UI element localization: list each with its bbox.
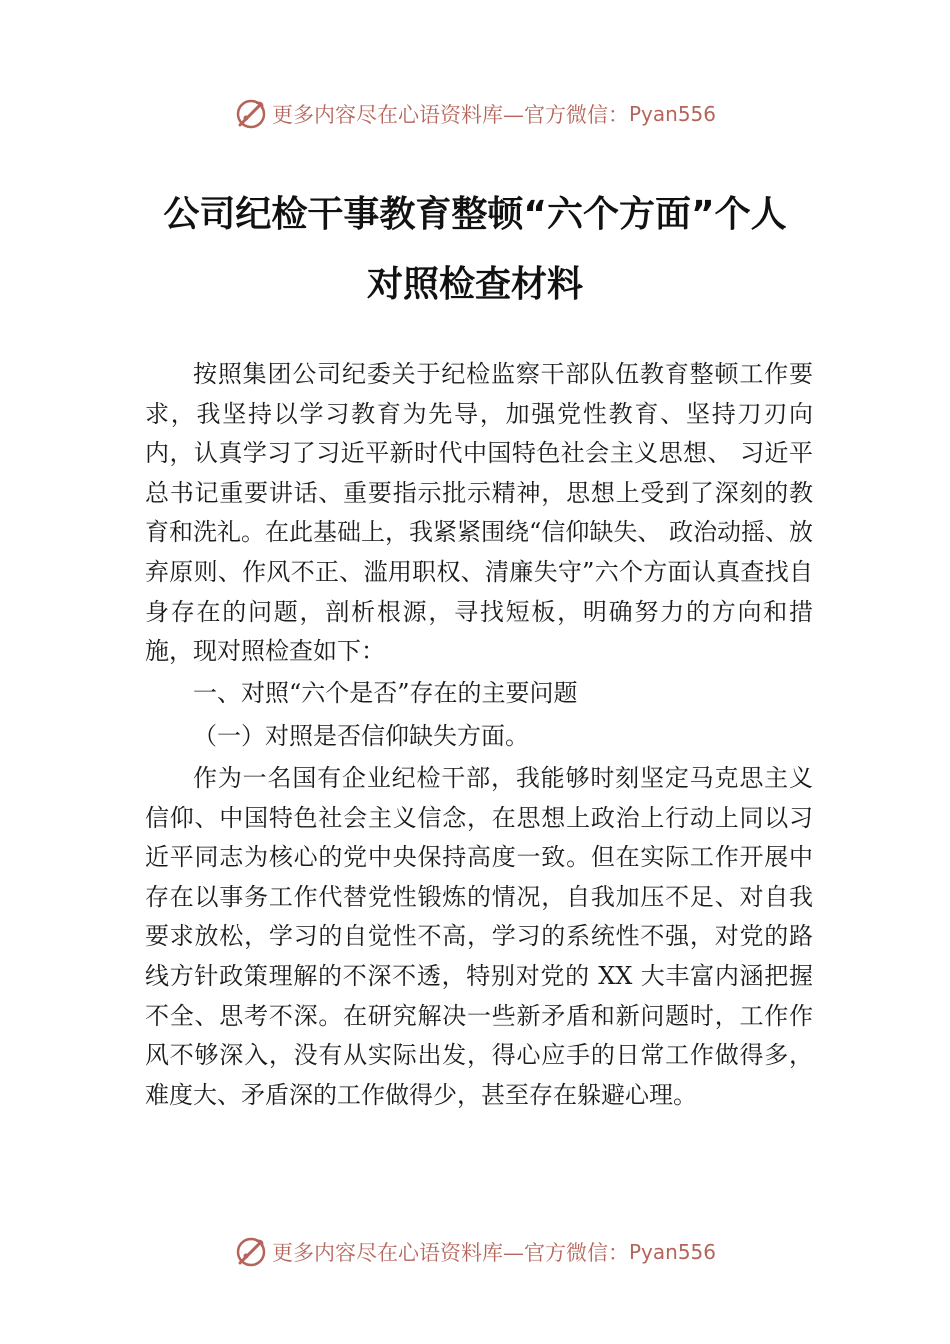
subsection-heading: （一）对照是否信仰缺失方面。 bbox=[193, 722, 529, 751]
footer-watermark bbox=[0, 1232, 950, 1272]
watermark-wechat-id: Pyan556 bbox=[628, 1240, 716, 1264]
body-paragraph: 作为一名国有企业纪检干部，我能够时刻坚定马克思主义信仰、中国特色社会主义信念，在思想上政治上行动上同以习近平同志为核心的党中央保持高度一致。但在实际工作开展中存在以事务工作代替党性锻炼的情况，自我加压不足、对自我要求放松，学习的自觉性不高，学习的系统性不强，对党的路线方针政策理解的不深不透，特别对党的 XX 大丰富内涵把握不全、思考不深。在研究解决一些新矛盾和新问题时，工作作风不够深入，没有从实际出发，得心应手的日常工作做得多，难度大、矛盾深的工作做得少，甚至存在躲避心理。 bbox=[145, 763, 813, 1109]
header-watermark bbox=[0, 94, 950, 134]
intro-paragraph: 按照集团公司纪委关于纪检监察干部队伍教育整顿工作要求，我坚持以学习教育为先导，加强党性教育、坚持刀刃向内，认真学习了习近平新时代中国特色社会主义思想、 习近平总书记重要讲话、重要指示批示精神，思想上受到了深刻的教育和洗礼。在此基础上，我紧紧围绕“信仰缺失、 政治动摇、放弃原则、作风不正、滥用职权、清廉失守”六个方面认真查找自身存在的问题，剖析根源，寻找短板，明确努力的方向和措施，现对照检查如下： bbox=[145, 360, 813, 666]
brush-logo-icon bbox=[234, 1235, 268, 1269]
document-title-line-1: 公司纪检干事教育整顿“六个方面”个人 bbox=[163, 194, 787, 235]
document-title-line-2: 对照检查材料 bbox=[366, 264, 583, 305]
watermark-wechat-id: Pyan556 bbox=[628, 102, 716, 126]
watermark-text: 更多内容尽在心语资料库—官方微信： bbox=[271, 103, 629, 127]
watermark-text: 更多内容尽在心语资料库—官方微信： bbox=[271, 1241, 629, 1265]
section-heading: 一、对照“六个是否”存在的主要问题 bbox=[193, 678, 578, 707]
document-body bbox=[145, 355, 813, 1115]
brush-logo-icon bbox=[234, 97, 268, 131]
